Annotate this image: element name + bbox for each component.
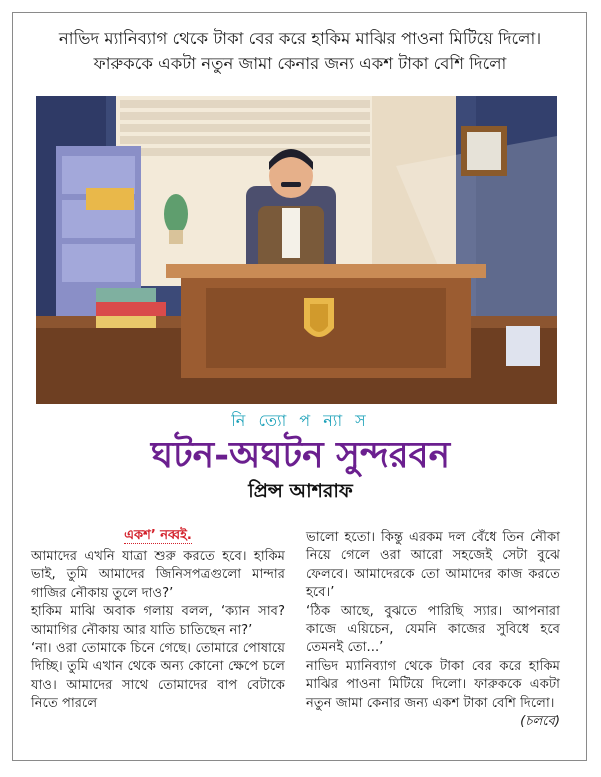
headline: ঘটন-অঘটন সুন্দরবন — [150, 434, 451, 476]
paragraph: ‘ঠিক আছে, বুঝতে পারিছি স্যার। আপনারা কাজে এয়িচেন, যেমনি কাজের সুবিধে হবে তেমনই তো...’ — [306, 603, 560, 656]
pull-quote-line-1: নাভিদ ম্যানিব্যাগ থেকে টাকা বের করে হাকিম মাঝির পাওনা মিটিয়ে দিলো। — [58, 29, 542, 48]
paragraph: আমাদের এখনি যাত্রা শুরু করতে হবে। হাকিম ভাই, তুমি আমাদের জিনিসপত্রগুলো মান্দার গাজির নৌকায় তুলে দাও?’ — [31, 549, 285, 601]
title-block — [0, 410, 601, 504]
paragraph: ভালো হতো। কিন্তু এরকম দল বেঁধে তিন নৌকা নিয়ে গেলে ওরা আরো সহজেই সেটা বুঝে ফেলবে। আমাদেরকে তো আমাদের কাজ করতে হবে।’ — [306, 530, 560, 601]
office-illustration — [36, 96, 557, 404]
chapter-number: একশ’ নব্বই. — [124, 528, 192, 543]
article-column-right — [306, 529, 560, 731]
paragraph: ‘না। ওরা তোমাকে চিনে গেছে। তোমারে পোষায়ে দিচ্ছি। তুমি এখান থেকে অন্য কোনো ক্ষেপে চলে যাও। আমাদের সাথে তোমাদের বাপ বেটাকে নিতে পারলে — [31, 641, 285, 712]
continued-label: (চলবে) — [520, 714, 560, 730]
article-column-left — [31, 526, 285, 714]
genre-label: নি ত্যো প ন্যা স — [231, 411, 370, 430]
paragraph: হাকিম মাঝি অবাক গলায় বলল, ‘ক্যান সাব? আমাগির নৌকায় আর যাতি চাতিছেন না?’ — [31, 604, 285, 638]
author-byline: প্রিন্স আশরাফ — [248, 480, 353, 502]
pull-quote — [20, 26, 580, 76]
pull-quote-line-2: ফারুককে একটা নতুন জামা কেনার জন্য একশ টাকা বেশি দিলো — [93, 54, 507, 73]
paragraph: নাভিদ ম্যানিব্যাগ থেকে টাকা বের করে হাকিম মাঝির পাওনা মিটিয়ে দিলো। ফারুককে একটা নতুন জামা কেনার জন্য একশ টাকা বেশি দিলো। (চলবে) — [306, 658, 560, 713]
